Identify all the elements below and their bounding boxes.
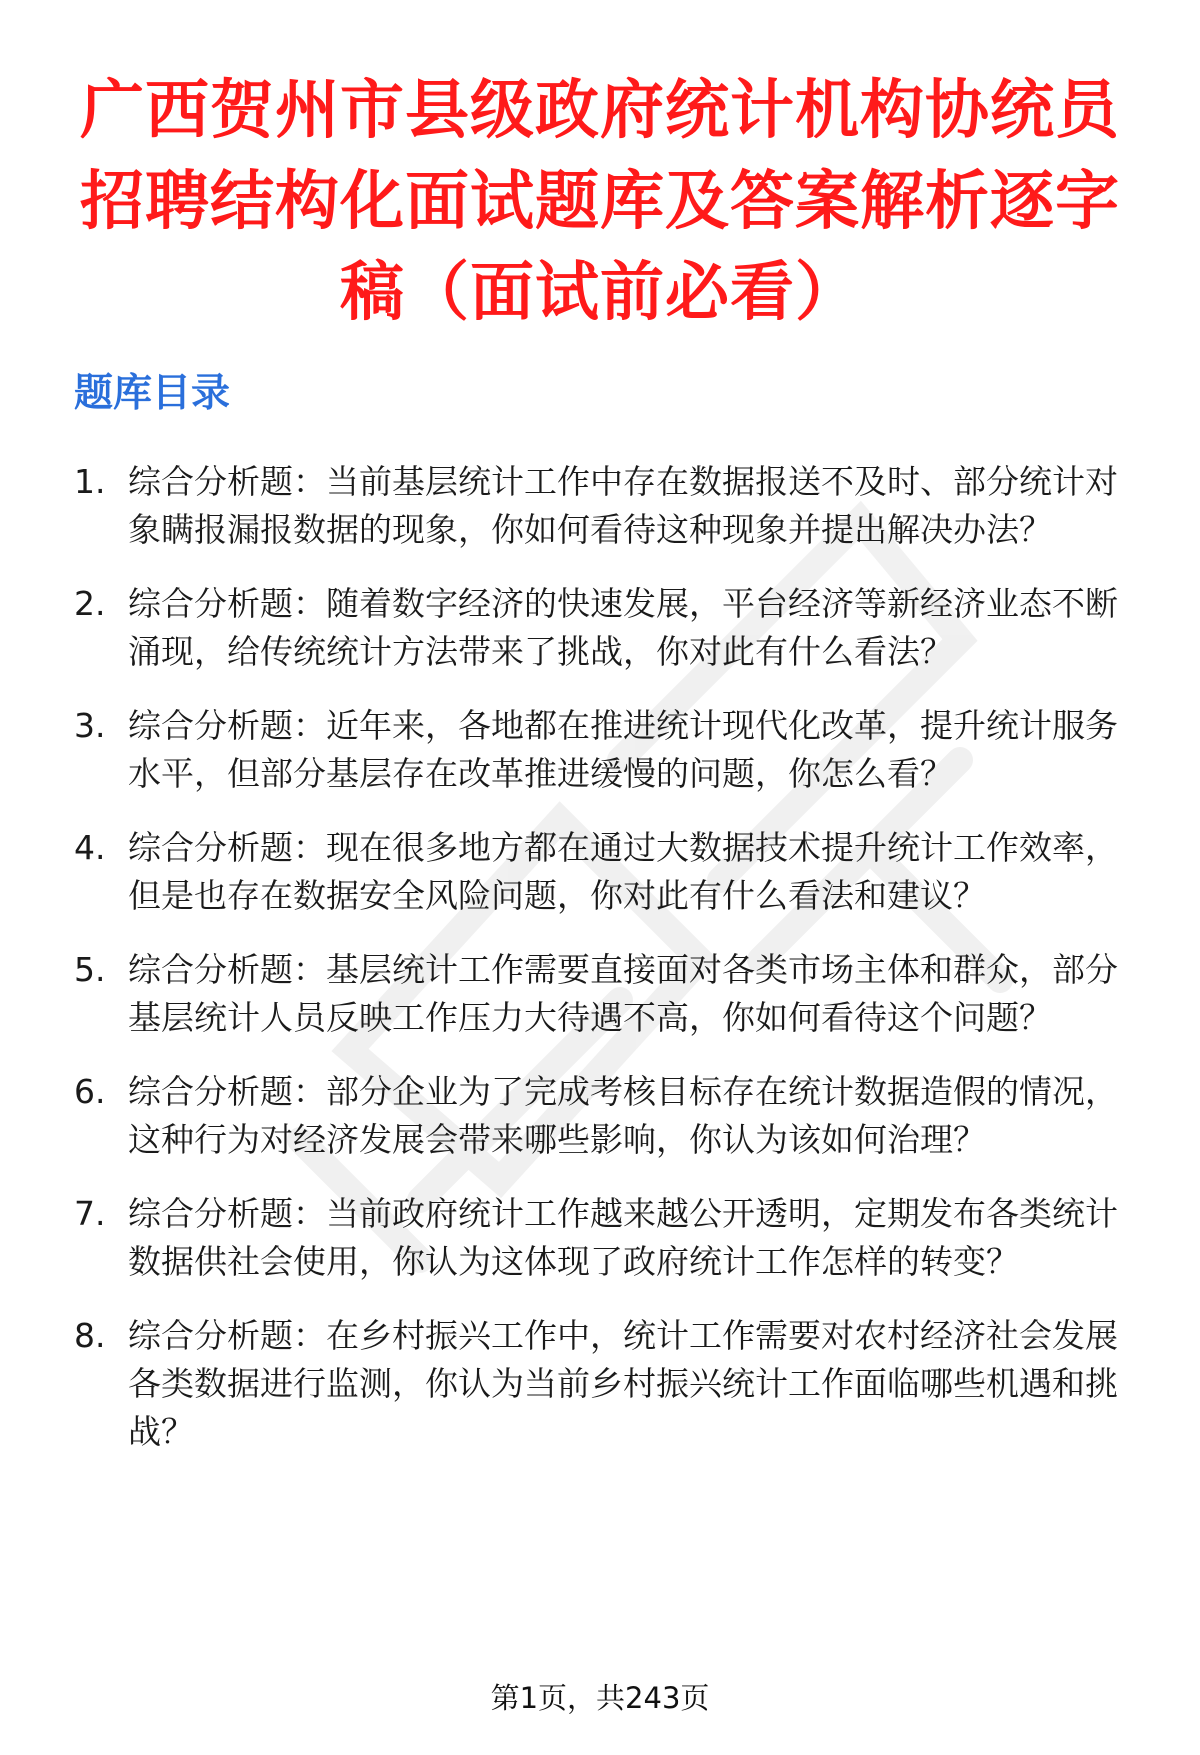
question-number: 3.	[74, 706, 106, 745]
page-title: 广西贺州市县级政府统计机构协统员招聘结构化面试题库及答案解析逐字稿（面试前必看）	[80, 74, 1120, 330]
question-text: 综合分析题：随着数字经济的快速发展，平台经济等新经济业态不断涌现，给传统统计方法带来了挑战，你对此有什么看法？	[128, 584, 1118, 671]
question-number: 7.	[74, 1194, 106, 1233]
question-text: 综合分析题：现在很多地方都在通过大数据技术提升统计工作效率，但是也存在数据安全风险问题，你对此有什么看法和建议？	[128, 828, 1118, 915]
question-item	[74, 1068, 1144, 1164]
question-list	[74, 458, 1144, 1482]
question-item	[74, 1312, 1144, 1456]
question-number: 5.	[74, 950, 106, 989]
question-number: 6.	[74, 1072, 106, 1111]
question-text: 综合分析题：部分企业为了完成考核目标存在统计数据造假的情况，这种行为对经济发展会带来哪些影响，你认为该如何治理？	[128, 1072, 1118, 1159]
question-number: 1.	[74, 462, 106, 501]
question-text: 综合分析题：基层统计工作需要直接面对各类市场主体和群众，部分基层统计人员反映工作压力大待遇不高，你如何看待这个问题？	[128, 950, 1118, 1037]
question-number: 4.	[74, 828, 106, 867]
page-footer: 第1页，共243页	[490, 1681, 710, 1715]
question-item	[74, 824, 1144, 920]
question-text: 综合分析题：在乡村振兴工作中，统计工作需要对农村经济社会发展各类数据进行监测，你认为当前乡村振兴统计工作面临哪些机遇和挑战？	[128, 1316, 1118, 1451]
question-text: 综合分析题：当前政府统计工作越来越公开透明，定期发布各类统计数据供社会使用，你认为这体现了政府统计工作怎样的转变？	[128, 1194, 1118, 1281]
question-item	[74, 1190, 1144, 1286]
question-item	[74, 702, 1144, 798]
question-item	[74, 458, 1144, 554]
question-item	[74, 580, 1144, 676]
section-heading-question-index: 题库目录	[74, 371, 231, 416]
question-item	[74, 946, 1144, 1042]
question-number: 8.	[74, 1316, 106, 1355]
question-text: 综合分析题：当前基层统计工作中存在数据报送不及时、部分统计对象瞒报漏报数据的现象，你如何看待这种现象并提出解决办法？	[128, 462, 1118, 549]
question-text: 综合分析题：近年来，各地都在推进统计现代化改革，提升统计服务水平，但部分基层存在改革推进缓慢的问题，你怎么看？	[128, 706, 1118, 793]
question-number: 2.	[74, 584, 106, 623]
